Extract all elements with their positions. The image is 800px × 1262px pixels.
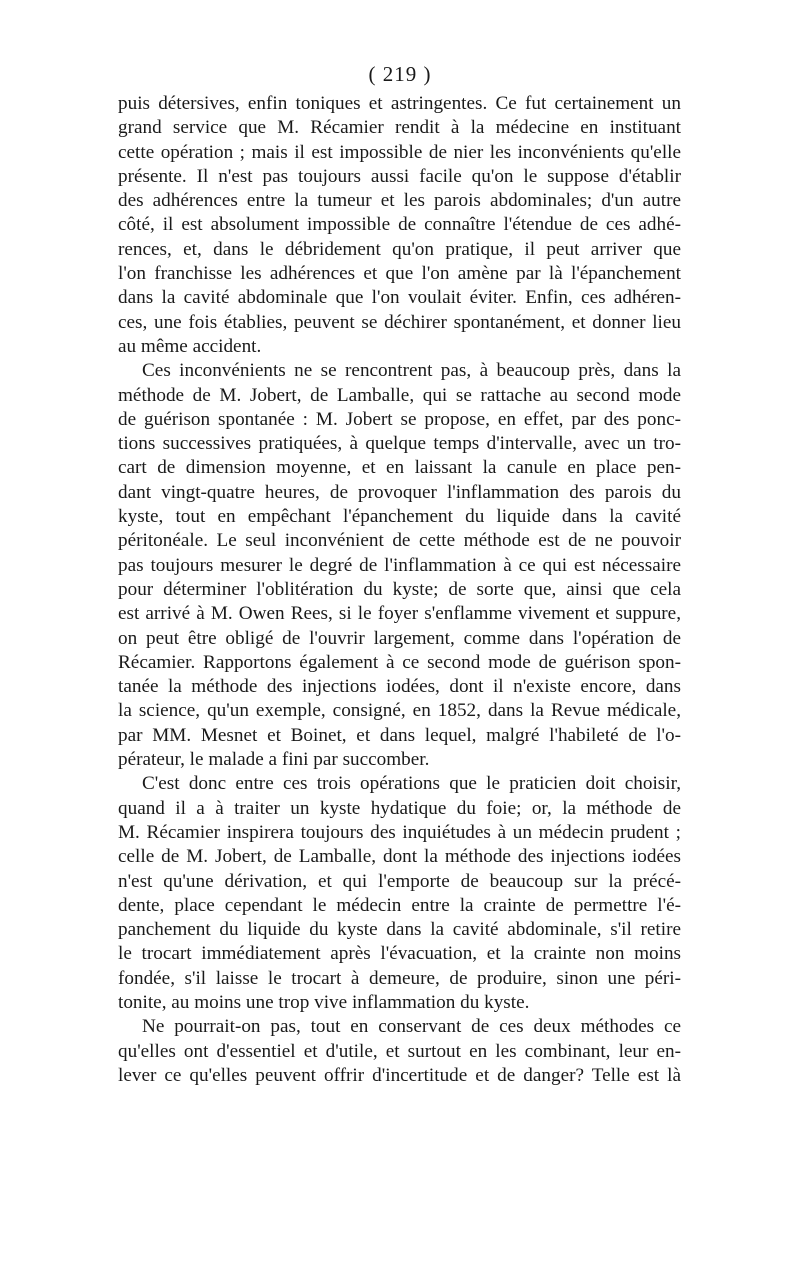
text-line: par MM. Mesnet et Boinet, et dans lequel, malgré l'habileté de l'o-: [118, 724, 681, 746]
paragraph: [118, 1015, 681, 1088]
paragraph: [118, 359, 681, 772]
text-line: Récamier. Rapportons également à ce second mode de guérison spon-: [118, 651, 681, 673]
text-line: dans la cavité abdominale que l'on voulait éviter. Enfin, ces adhéren-: [118, 287, 681, 309]
text-line: ces, une fois établies, peuvent se déchirer spontanément, et donner lieu: [118, 311, 681, 333]
text-line: des adhérences entre la tumeur et les parois abdominales; d'un autre: [118, 190, 681, 212]
text-line: C'est donc entre ces trois opérations que le praticien doit choisir,: [142, 773, 681, 795]
text-line: la science, qu'un exemple, consigné, en 1852, dans la Revue médicale,: [118, 700, 681, 722]
text-line: M. Récamier inspirera toujours des inquiétudes à un médecin prudent ;: [118, 821, 681, 843]
text-line: tanée la méthode des injections iodées, dont il n'existe encore, dans: [118, 676, 681, 698]
text-line: Ne pourrait-on pas, tout en conservant de ces deux méthodes ce: [142, 1016, 681, 1038]
text-line: on peut être obligé de l'ouvrir largement, comme dans l'opération de: [118, 627, 681, 649]
text-line: méthode de M. Jobert, de Lamballe, qui se rattache au second mode: [118, 384, 681, 406]
text-line: grand service que M. Récamier rendit à la médecine en instituant: [118, 117, 681, 139]
text-line: pérateur, le malade a fini par succomber.: [118, 749, 430, 771]
text-line: le trocart immédiatement après l'évacuation, et la crainte non moins: [118, 943, 681, 965]
text-line: cart de dimension moyenne, et en laissant la canule en place pen-: [118, 457, 681, 479]
paragraph: [118, 92, 681, 359]
text-line: pour déterminer l'oblitération du kyste; de sorte que, ainsi que cela: [118, 578, 681, 600]
text-line: l'on franchisse les adhérences et que l'on amène par là l'épanchement: [118, 263, 681, 285]
text-line: qu'elles ont d'essentiel et d'utile, et surtout en les combinant, leur en-: [118, 1040, 681, 1062]
text-line: dente, place cependant le médecin entre la crainte de permettre l'é-: [118, 894, 681, 916]
text-line: est arrivé à M. Owen Rees, si le foyer s'enflamme vivement et suppure,: [118, 603, 681, 625]
text-line: lever ce qu'elles peuvent offrir d'incertitude et de danger? Telle est là: [118, 1064, 681, 1086]
text-line: péritonéale. Le seul inconvénient de cette méthode est de ne pouvoir: [118, 530, 681, 552]
text-line: tonite, au moins une trop vive inflammation du kyste.: [118, 991, 530, 1013]
text-line: au même accident.: [118, 335, 262, 357]
text-block: [118, 92, 681, 1088]
text-line: dant vingt-quatre heures, de provoquer l'inflammation des parois du: [118, 481, 681, 503]
text-line: côté, il est absolument impossible de connaître l'étendue de ces adhé-: [118, 214, 681, 236]
text-line: cette opération ; mais il est impossible de nier les inconvénients qu'elle: [118, 141, 681, 163]
text-line: n'est qu'une dérivation, et qui l'emporte de beaucoup sur la précé-: [118, 870, 681, 892]
text-line: présente. Il n'est pas toujours aussi facile qu'on le suppose d'établir: [118, 165, 681, 187]
text-line: fondée, s'il laisse le trocart à demeure, de produire, sinon une péri-: [118, 967, 681, 989]
text-line: celle de M. Jobert, de Lamballe, dont la méthode des injections iodées: [118, 846, 681, 868]
text-line: panchement du liquide du kyste dans la cavité abdominale, s'il retire: [118, 919, 681, 941]
text-line: rences, et, dans le débridement qu'on pratique, il peut arriver que: [118, 238, 681, 260]
text-line: kyste, tout en empêchant l'épanchement du liquide dans la cavité: [118, 506, 681, 528]
text-line: de guérison spontanée : M. Jobert se propose, en effet, par des ponc-: [118, 408, 681, 430]
text-line: pas toujours mesurer le degré de l'inflammation à ce qui est nécessaire: [118, 554, 681, 576]
text-line: Ces inconvénients ne se rencontrent pas, à beaucoup près, dans la: [142, 360, 681, 382]
text-line: puis détersives, enfin toniques et astringentes. Ce fut certainement un: [118, 93, 681, 114]
text-line: quand il a à traiter un kyste hydatique du foie; or, la méthode de: [118, 797, 681, 819]
text-line: tions successives pratiquées, à quelque temps d'intervalle, avec un tro-: [118, 433, 681, 455]
paragraph: [118, 772, 681, 1015]
page-number: ( 219 ): [368, 62, 432, 86]
